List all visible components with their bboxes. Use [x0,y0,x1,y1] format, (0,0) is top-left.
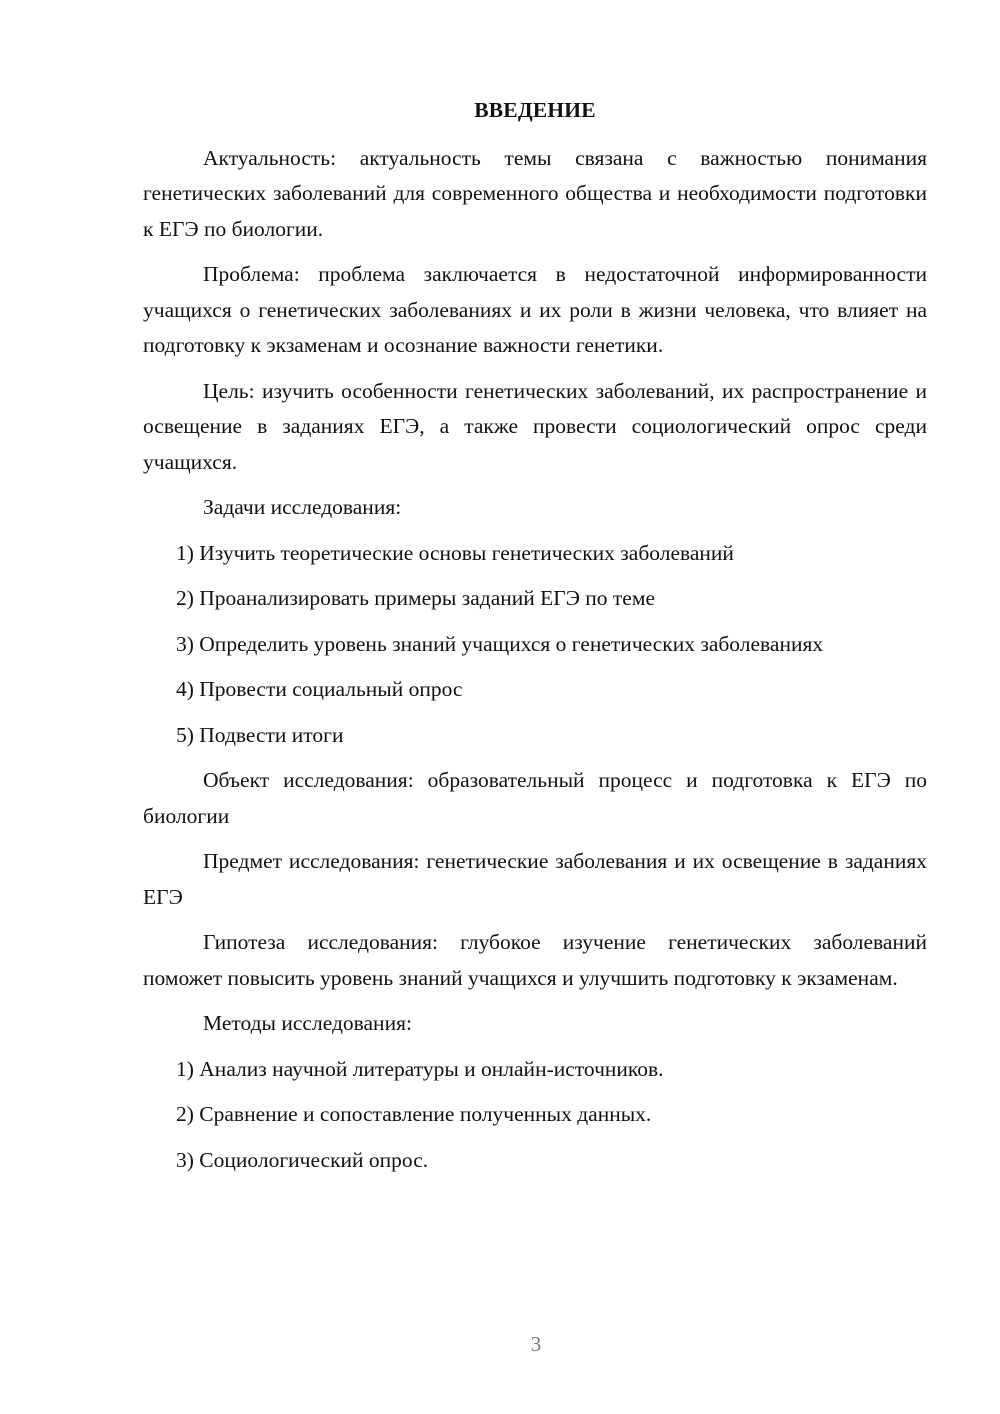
list-item: 5) Подвести итоги [176,722,344,747]
tasks-list [143,536,927,754]
list-item: 2) Проанализировать примеры заданий ЕГЭ по теме [176,586,655,610]
page-number: 3 [530,1332,542,1356]
paragraph-object: Объект исследования: образовательный процесс и подготовка к ЕГЭ по биологии [143,768,927,828]
paragraph-relevance: Актуальность: актуальность темы связана с важностью понимания генетических заболеваний для современного общества и необходимости подготовки к ЕГЭ по биологии. [143,145,927,241]
list-item: 2) Сравнение и сопоставление полученных данных. [176,1102,652,1126]
page-title: ВВЕДЕНИЕ [474,98,596,122]
list-item: 4) Провести социальный опрос [176,677,463,701]
methods-list [143,1052,927,1179]
paragraph-subject: Предмет исследования: генетические заболевания и их освещение в заданиях ЕГЭ [143,849,927,909]
paragraph-hypothesis: Гипотеза исследования: глубокое изучение генетических заболеваний поможет повысить уровень знаний учащихся и улучшить подготовку к экзаменам. [143,930,927,990]
methods-heading: Методы исследования: [203,1011,412,1035]
paragraph-problem: Проблема: проблема заключается в недостаточной информированности учащихся о генетических заболеваниях и их роли в жизни человека, что влияет на подготовку к экзаменам и осознание важности генетики. [143,262,927,357]
paragraph-goal: Цель: изучить особенности генетических заболеваний, их распространение и освещение в заданиях ЕГЭ, а также провести социологический опрос среди учащихся. [143,378,927,474]
list-item: 1) Анализ научной литературы и онлайн-источников. [176,1056,664,1081]
list-item: 3) Определить уровень знаний учащихся о генетических заболеваниях [176,631,824,656]
list-item: 1) Изучить теоретические основы генетических заболеваний [176,540,734,565]
list-item: 3) Социологический опрос. [176,1147,429,1172]
page-content [143,93,927,1188]
tasks-heading: Задачи исследования: [203,495,402,519]
